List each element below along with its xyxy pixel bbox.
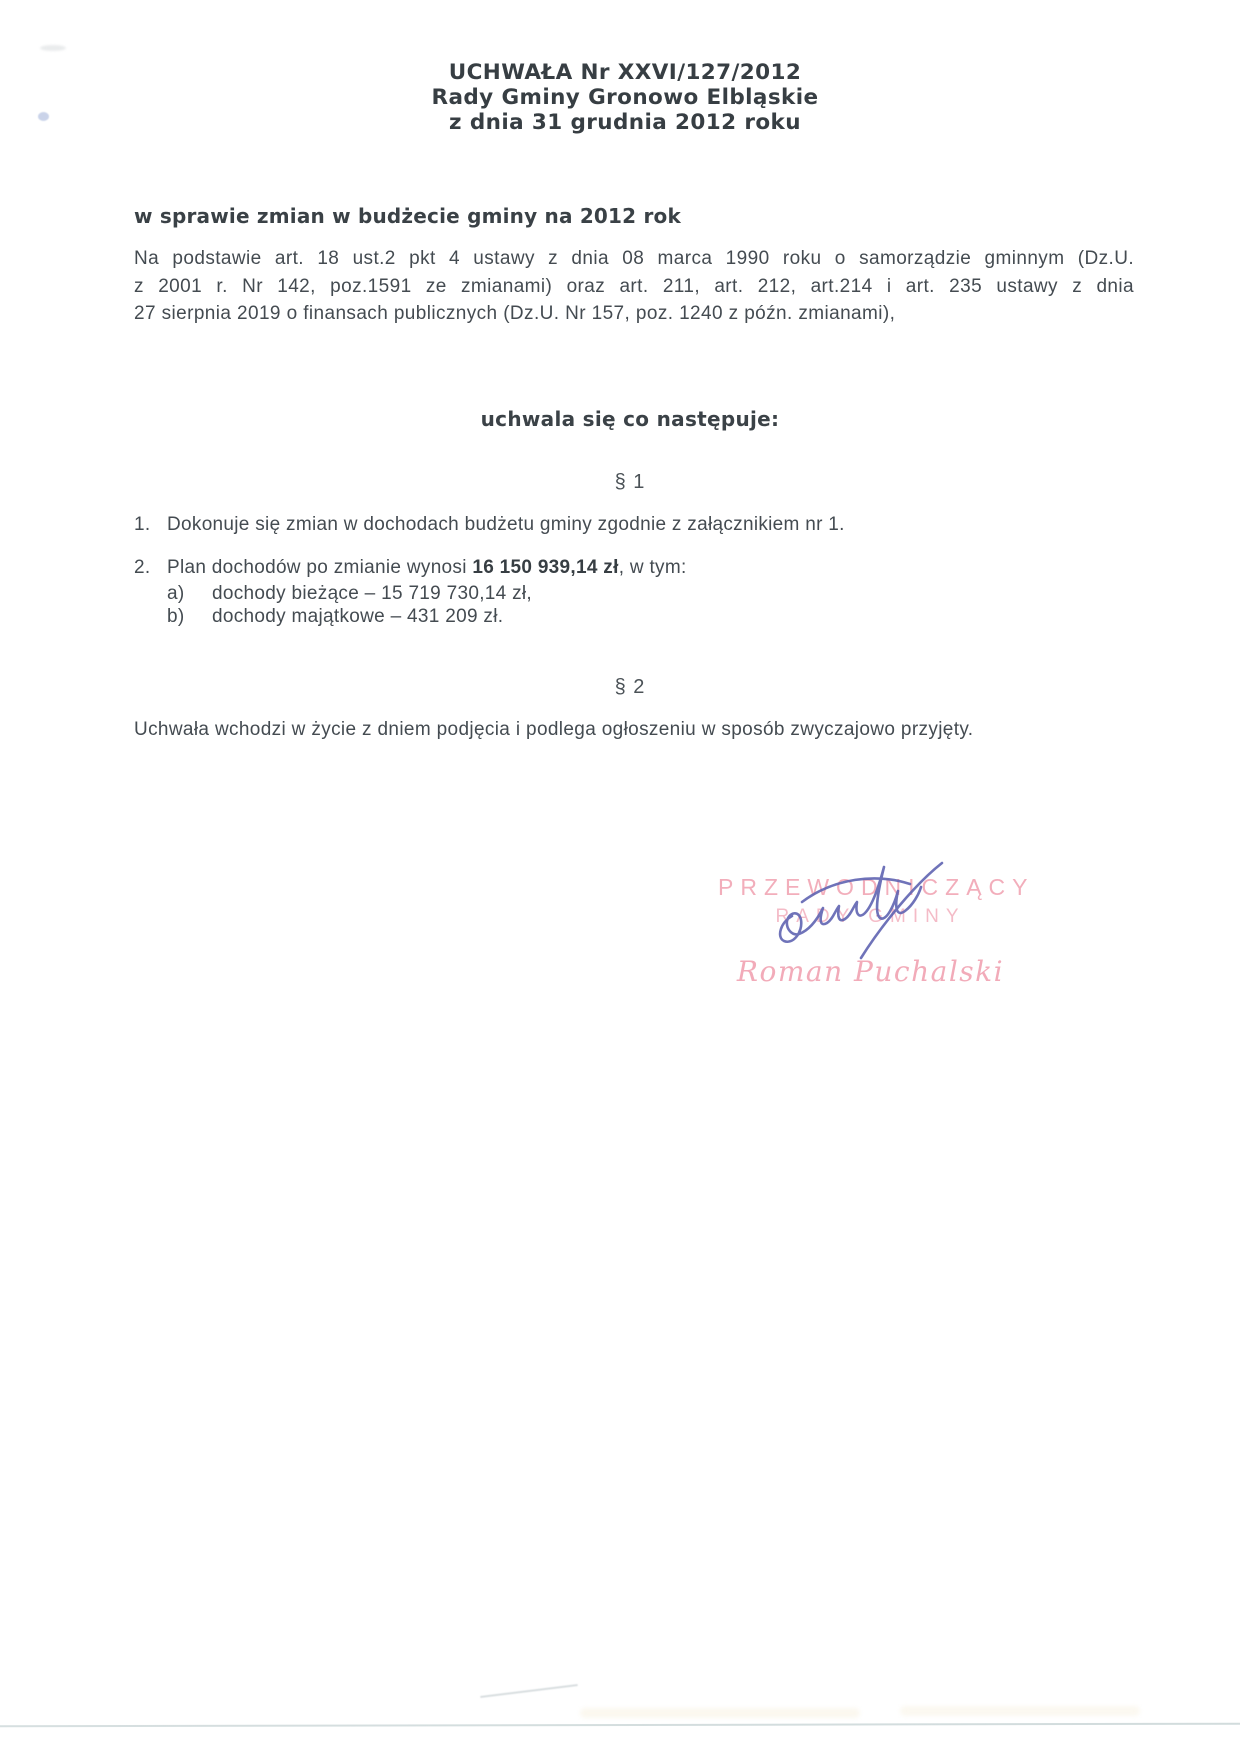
- sublist-item-a: [167, 583, 532, 605]
- sublist-item-a-text: dochody bieżące – 15 719 730,14 zł,: [212, 583, 533, 604]
- list-item-1-text: Dokonuje się zmian w dochodach budżetu gminy zgodnie z załącznikiem nr 1.: [167, 514, 845, 535]
- handwritten-signature-icon: [772, 860, 962, 965]
- resolution-date: z dnia 31 grudnia 2012 roku: [449, 110, 801, 135]
- sublist-item-b-letter: b): [167, 606, 185, 627]
- legal-basis-line-1: Na podstawie art. 18 ust.2 pkt 4 ustawy z dnia 08 marca 1990 roku o samorządzie gminnym (Dz.U.: [134, 248, 1134, 269]
- signer-name-stamp: Roman Puchalski: [736, 955, 1005, 988]
- legal-basis-paragraph: [134, 245, 1134, 328]
- resolution-number: UCHWAŁA Nr XXVI/127/2012: [448, 60, 802, 85]
- list-item-1: [134, 514, 845, 536]
- total-income-amount: 16 150 939,14 zł: [472, 557, 619, 578]
- document-title-block: [0, 60, 1240, 135]
- sublist-item-a-letter: a): [167, 583, 185, 604]
- section-2-heading: § 2: [614, 676, 646, 698]
- council-name: Rady Gminy Gronowo Elbląskie: [431, 85, 819, 110]
- stamp-subtitle-line: RADY GMINY: [775, 906, 966, 927]
- list-item-2: [134, 557, 687, 579]
- section-1-heading: § 1: [614, 471, 646, 493]
- list-item-1-number: 1.: [134, 514, 151, 535]
- enacting-clause: uchwala się co następuje:: [480, 407, 780, 431]
- sublist-item-b: [167, 606, 503, 628]
- list-item-2-text: Plan dochodów po zmianie wynosi 16 150 939,14 zł, w tym:: [167, 557, 687, 578]
- scan-page-edge-line: [0, 1723, 1240, 1728]
- list-item-2-number: 2.: [134, 557, 151, 578]
- legal-basis-line-2: z 2001 r. Nr 142, poz.1591 ze zmianami) oraz art. 211, art. 212, art.214 i art. 235 ustawy z dnia: [134, 275, 1134, 297]
- effective-date-paragraph: Uchwała wchodzi w życie z dniem podjęcia i podlega ogłoszeniu w sposób zwyczajowo przyjęty.: [134, 719, 974, 740]
- legal-basis-line-3: 27 sierpnia 2019 o finansach publicznych (Dz.U. Nr 157, poz. 1240 z późn. zmianami),: [134, 303, 896, 324]
- sublist-item-b-text: dochody majątkowe – 431 209 zł.: [212, 606, 504, 627]
- scan-artifact-smudge: [40, 45, 66, 51]
- signature-ink: [780, 863, 942, 958]
- subject-line: w sprawie zmian w budżecie gminy na 2012 rok: [134, 204, 681, 228]
- scan-artifact-stain: [900, 1706, 1140, 1716]
- scan-artifact-pen-mark: [480, 1684, 578, 1698]
- stamp-title-line: PRZEWODNICZĄCY: [718, 874, 1035, 900]
- scan-artifact-stain: [580, 1708, 860, 1718]
